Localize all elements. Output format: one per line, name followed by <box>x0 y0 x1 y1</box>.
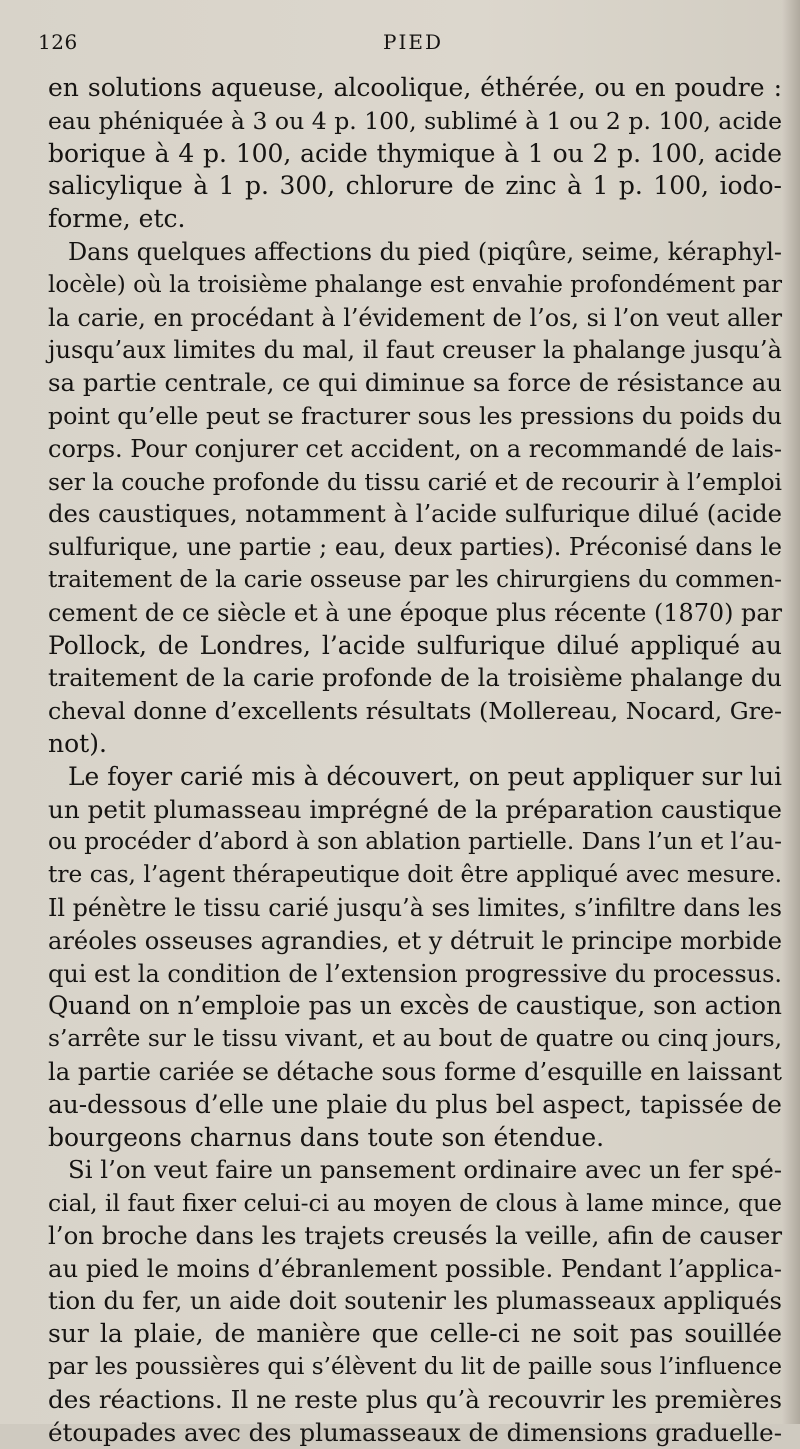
text-line: jusqu’aux limites du mal, il faut creuser la phalange jusqu’à <box>48 336 782 365</box>
text-line: s’arrête sur le tissu vivant, et au bout de quatre ou cinq jours, <box>48 1025 782 1053</box>
text-line: des réactions. Il ne reste plus qu’à recouvrir les premières <box>48 1384 782 1414</box>
text-line: sulfurique, une partie ; eau, deux parties). Préconisé dans le <box>48 533 782 562</box>
text-line: cial, il faut fixer celui-ci au moyen de clous à lame mince, que <box>48 1189 782 1218</box>
running-head: PIED <box>383 30 443 54</box>
text-line: Le foyer carié mis à découvert, on peut appliquer sur lui <box>68 761 782 791</box>
text-line: ou procéder d’abord à son ablation partielle. Dans l’un et l’au- <box>48 828 782 856</box>
text-line: traitement de la carie profonde de la troisième phalange du <box>48 664 782 693</box>
text-line: l’on broche dans les trajets creusés la veille, afin de causer <box>48 1220 782 1250</box>
text-line: étoupades avec des plumasseaux de dimensions graduelle- <box>48 1417 782 1447</box>
text-line: Si l’on veut faire un pansement ordinaire avec un fer spé- <box>68 1155 782 1185</box>
text-line: des caustiques, notamment à l’acide sulfurique dilué (acide <box>48 499 783 529</box>
text-line: tion du fer, un aide doit soutenir les plumasseaux appliqués <box>48 1286 782 1316</box>
text-line: forme, etc. <box>48 204 186 234</box>
text-line: cheval donne d’excellents résultats (Mollereau, Nocard, Gre- <box>48 697 782 726</box>
text-line: locèle) où la troisième phalange est envahie profondément par <box>48 271 782 298</box>
text-line: la partie cariée se détache sous forme d’esquille en laissant <box>48 1057 782 1086</box>
text-line: corps. Pour conjurer cet accident, on a recommandé de lais- <box>48 434 783 463</box>
text-line: la carie, en procédant à l’évidement de l’os, si l’on veut aller <box>48 303 782 332</box>
text-line: not). <box>48 728 107 758</box>
text-line: en solutions aqueuse, alcoolique, éthérée, ou en poudre : <box>48 73 782 102</box>
text-line: traitement de la carie osseuse par les chirurgiens du commen- <box>48 566 782 593</box>
text-line: tre cas, l’agent thérapeutique doit être appliqué avec mesure. <box>48 861 782 889</box>
text-line: au pied le moins d’ébranlement possible. Pendant l’applica- <box>48 1253 782 1283</box>
body-text <box>48 72 782 1449</box>
text-line: eau phéniquée à 3 ou 4 p. 100, sublimé à 1 ou 2 p. 100, acide <box>48 106 782 135</box>
text-line: au-dessous d’elle une plaie du plus bel aspect, tapissée de <box>48 1089 782 1119</box>
text-line: salicylique à 1 p. 300, chlorure de zinc à 1 p. 100, iodo- <box>48 171 782 201</box>
text-line: un petit plumasseau imprégné de la préparation caustique <box>48 794 782 824</box>
text-line: cement de ce siècle et à une époque plus récente (1870) par <box>48 598 782 627</box>
text-line: aréoles osseuses agrandies, et y détruit le principe morbide <box>48 926 782 955</box>
text-line: borique à 4 p. 100, acide thymique à 1 ou 2 p. 100, acide <box>48 138 782 168</box>
text-line: point qu’elle peut se fracturer sous les pressions du poids du <box>48 401 783 430</box>
page-number: 126 <box>38 30 78 54</box>
text-line: Il pénètre le tissu carié jusqu’à ses limites, s’infiltre dans les <box>48 893 782 922</box>
text-line: Pollock, de Londres, l’acide sulfurique dilué appliqué au <box>48 630 782 660</box>
text-line: bourgeons charnus dans toute son étendue. <box>48 1122 605 1152</box>
text-line: sur la plaie, de manière que celle-ci ne soit pas souillée <box>48 1319 782 1349</box>
text-line: Quand on n’emploie pas un excès de caustique, son action <box>48 991 782 1021</box>
text-line: Dans quelques affections du pied (piqûre, seime, kéraphyl- <box>68 237 782 266</box>
page-header <box>38 30 758 60</box>
text-line: sa partie centrale, ce qui diminue sa force de résistance au <box>48 368 783 398</box>
text-line: ser la couche profonde du tissu carié et de recourir à l’emploi <box>48 467 782 496</box>
text-line: qui est la condition de l’extension progressive du processus. <box>48 959 782 988</box>
page-edge-shadow <box>782 0 800 1424</box>
text-line: par les poussières qui s’élèvent du lit de paille sous l’influence <box>48 1354 782 1381</box>
